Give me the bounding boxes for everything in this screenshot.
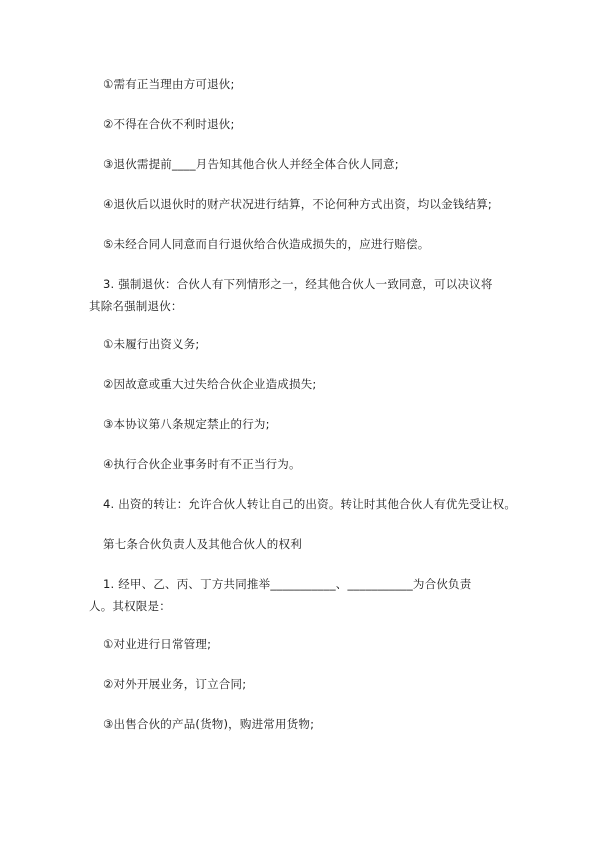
clause-item-3: ③退伙需提前____月告知其他合伙人并经全体合伙人同意; — [103, 157, 399, 171]
forced-item-4: ④执行合伙企业事务时有不正当行为。 — [103, 457, 301, 471]
leader-appointment-paragraph: 1. 经甲、乙、丙、丁方共同推举___________、___________为合伙负责人。其权限是： — [89, 577, 472, 613]
forced-item-2: ②因故意或重大过失给合伙企业造成损失; — [103, 377, 317, 391]
clause-item-2: ②不得在合伙不利时退伙; — [103, 117, 235, 131]
forced-withdrawal-paragraph: 3. 强制退伙：合伙人有下列情形之一，经其他合伙人一致同意，可以决议将其除名强制退伙： — [89, 277, 493, 313]
article-seven-heading: 第七条合伙负责人及其他合伙人的权利 — [103, 537, 302, 551]
authority-item-2: ②对外开展业务，订立合同; — [103, 677, 247, 691]
authority-item-3: ③出售合伙的产品(货物)，购进常用货物; — [103, 717, 315, 731]
forced-item-3: ③本协议第八条规定禁止的行为; — [103, 417, 270, 431]
clause-item-4: ④退伙后以退伙时的财产状况进行结算，不论何种方式出资，均以金钱结算; — [103, 197, 492, 211]
clause-item-1: ①需有正当理由方可退伙; — [103, 77, 235, 91]
authority-item-1: ①对业进行日常管理; — [103, 637, 212, 651]
transfer-paragraph: 4. 出资的转让：允许合伙人转让自己的出资。转让时其他合伙人有优先受让权。 — [103, 497, 517, 511]
clause-item-5: ⑤未经合同人同意而自行退伙给合伙造成损失的，应进行赔偿。 — [103, 237, 430, 251]
forced-item-1: ①未履行出资义务; — [103, 337, 200, 351]
